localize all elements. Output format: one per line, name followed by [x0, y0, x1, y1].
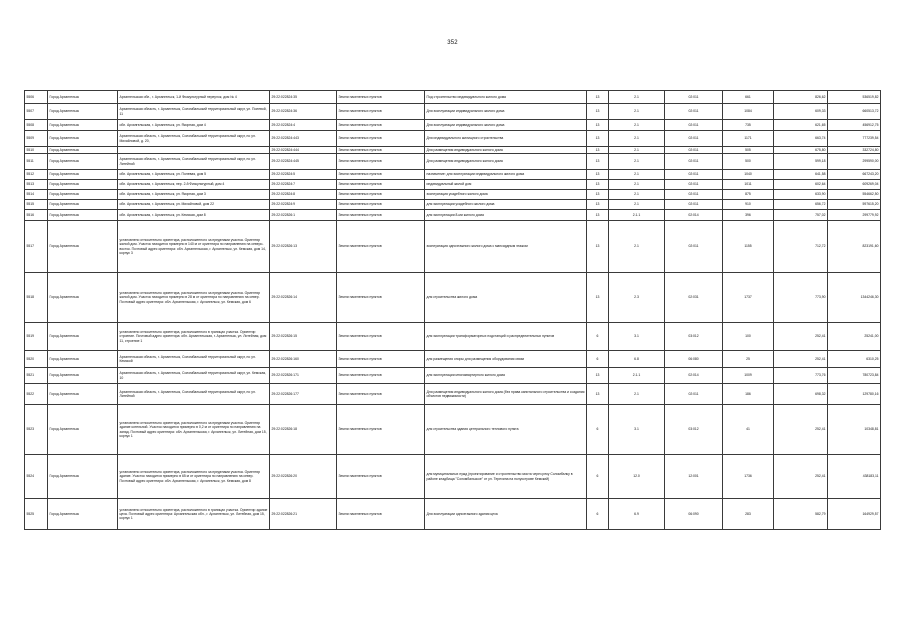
group-code-cell: 13	[587, 147, 609, 154]
land-category-cell: Земли населенных пунктов	[337, 180, 425, 190]
specific-value-cell: 773,90	[774, 273, 828, 323]
city-cell: Город Архангельск	[48, 180, 118, 190]
cadastral-number-cell: 29:22:022824:443	[270, 131, 337, 147]
group-code-cell: 6	[587, 351, 609, 368]
address-cell: установлено относительно ориентира, расположенного в границах участка. Ориентир здание цеха. Почтовый адрес ориентира: Архангельская обл., г. Архангельск, ул. Литейная, дом 15, корпус 1	[118, 499, 270, 530]
land-category-cell: Земли населенных пунктов	[337, 210, 425, 221]
subgroup-code-cell: 2.1.1	[609, 210, 665, 221]
cadastral-value-cell: 10348,81	[828, 405, 881, 455]
city-cell: Город Архангельск	[48, 273, 118, 323]
address-cell: установлено относительно ориентира, расположенного в границах участка. Ориентир строение. Почтовый адрес ориентира: обл. Архангельская, г. Архангельск, ул. Литейная, дом 11, строение 1	[118, 323, 270, 351]
land-category-cell: Земли населенных пунктов	[337, 323, 425, 351]
address-cell: установлено относительно ориентира, расположенного за пределами участка. Ориентир здание котельной. Участок находится примерно в 0,2 м от ориентира по направлению на запад. Почтовый адрес ориентира: обл. Архангельская, г. Архангельск, ул. Литейная, дом 15, корпус 1	[118, 405, 270, 455]
permitted-use-cell: для эксплуатации трансформаторных подстанций и распределительных пунктов	[425, 323, 587, 351]
subgroup-code-cell: 3.1	[609, 405, 665, 455]
row-number-cell: 5520	[25, 351, 48, 368]
specific-value-cell: 252,41	[774, 351, 828, 368]
table-row	[25, 405, 881, 455]
address-cell: Архангельская область, г. Архангельск, Соломбальский территориальный округ, по ул. Кемской	[118, 351, 270, 368]
subgroup-code-cell: 3.1	[609, 323, 665, 351]
subgroup-code-cell: 12.0	[609, 455, 665, 499]
cadastral-number-cell: 29:22:022824:8	[270, 190, 337, 200]
area-cell: 505	[723, 147, 774, 154]
permitted-use-cell: эксплуатация усадебного жилого дома	[425, 190, 587, 200]
area-cell: 41	[723, 405, 774, 455]
row-number-cell: 5523	[25, 405, 48, 455]
use-code-cell: 02:011	[665, 131, 723, 147]
city-cell: Город Архангельск	[48, 210, 118, 221]
group-code-cell: 13	[587, 221, 609, 273]
subgroup-code-cell: 2.1	[609, 91, 665, 104]
cadastral-number-cell: 29:22:022826:160	[270, 351, 337, 368]
cadastral-value-cell: 299590,00	[828, 154, 881, 170]
land-category-cell: Земли населенных пунктов	[337, 405, 425, 455]
table-row	[25, 154, 881, 170]
cadastral-value-cell: 777239,54	[828, 131, 881, 147]
cadastral-number-cell: 29:22:022824:445	[270, 154, 337, 170]
table-row	[25, 368, 881, 384]
specific-value-cell: 633,90	[774, 190, 828, 200]
page-number: 352	[447, 40, 458, 46]
city-cell: Город Архангельск	[48, 455, 118, 499]
row-number-cell: 5507	[25, 104, 48, 120]
address-cell: установлено относительно ориентира, расположенного за пределами участка. Ориентир здание. Участок находится примерно в 65 м от ориентира по направлению на север. Почтовый адрес ориентира: обл. Архангельская, г. Архангельск, ул. Кемская, дом 8	[118, 455, 270, 499]
land-category-cell: Земли населенных пунктов	[337, 351, 425, 368]
subgroup-code-cell: 2.1	[609, 190, 665, 200]
permitted-use-cell: для муниципальных нужд (проектирование и строительство моста через реку Соломбалку в районе кладбища "Соломбальское" от ул. Терехина на полуострове Кемский)	[425, 455, 587, 499]
permitted-use-cell: Для размещения индивидуального жилого дома (без права капитального строительства и создания объектов недвижимости)	[425, 384, 587, 405]
table-row	[25, 455, 881, 499]
city-cell: Город Архангельск	[48, 200, 118, 210]
area-cell: 396	[723, 210, 774, 221]
specific-value-cell: 252,41	[774, 455, 828, 499]
permitted-use-cell: Для размещения индивидуального жилого дома	[425, 147, 587, 154]
address-cell: обл. Архангельская, г. Архангельск, ул. Михайловой, дом 22	[118, 200, 270, 210]
row-number-cell: 5512	[25, 170, 48, 180]
area-cell: 1009	[723, 368, 774, 384]
land-category-cell: Земли населенных пунктов	[337, 221, 425, 273]
city-cell: Город Архангельск	[48, 384, 118, 405]
land-category-cell: Земли населенных пунктов	[337, 147, 425, 154]
row-number-cell: 5511	[25, 154, 48, 170]
group-code-cell: 13	[587, 273, 609, 323]
permitted-use-cell: эксплуатация одноэтажного жилого дома с мансардным этажом	[425, 221, 587, 273]
area-cell: 910	[723, 200, 774, 210]
row-number-cell: 5522	[25, 384, 48, 405]
land-category-cell: Земли населенных пунктов	[337, 120, 425, 131]
city-cell: Город Архангельск	[48, 323, 118, 351]
cadastral-number-cell: 29:22:022824:7	[270, 180, 337, 190]
row-number-cell: 5519	[25, 323, 48, 351]
area-cell: 875	[723, 190, 774, 200]
area-cell: 1084	[723, 104, 774, 120]
cadastral-value-cell: 597615,20	[828, 200, 881, 210]
table-row	[25, 104, 881, 120]
permitted-use-cell: Для эксплуатации одноэтажного здания цеха	[425, 499, 587, 530]
subgroup-code-cell: 6.9	[609, 499, 665, 530]
area-cell: 25	[723, 351, 774, 368]
subgroup-code-cell: 2.1	[609, 154, 665, 170]
group-code-cell: 13	[587, 170, 609, 180]
use-code-cell: 02:011	[665, 170, 723, 180]
row-number-cell: 5525	[25, 499, 48, 530]
row-number-cell: 5510	[25, 147, 48, 154]
cadastral-value-cell: 438183,11	[828, 455, 881, 499]
subgroup-code-cell: 2.1.1	[609, 368, 665, 384]
address-cell: обл. Архангельская, г. Архангельск, ул. Кемская, дом 8	[118, 210, 270, 221]
row-number-cell: 5516	[25, 210, 48, 221]
land-category-cell: Земли населенных пунктов	[337, 91, 425, 104]
group-code-cell: 6	[587, 405, 609, 455]
specific-value-cell: 621,65	[774, 120, 828, 131]
city-cell: Город Архангельск	[48, 351, 118, 368]
address-cell: Архангельская область, г. Архангельск, Соломбальский территориальный округ, ул. Полевой, 11	[118, 104, 270, 120]
cadastral-number-cell: 29:22:022826:1	[270, 210, 337, 221]
row-number-cell: 5509	[25, 131, 48, 147]
cadastral-number-cell: 29:22:022824:4	[270, 120, 337, 131]
table-row	[25, 120, 881, 131]
specific-value-cell: 712,72	[774, 221, 828, 273]
city-cell: Город Архангельск	[48, 368, 118, 384]
address-cell: установлено относительно ориентира, расположенного за пределами участка. Ориентир жилой дом. Участок находится примерно в 140 м от ориентира по направлению на северо-восток. Почтовый адрес ориентира: обл. Архангельская, г. Архангельск, ул. Кемская, дом 14, корпус 3	[118, 221, 270, 273]
city-cell: Город Архангельск	[48, 190, 118, 200]
group-code-cell: 13	[587, 91, 609, 104]
address-cell: обл. Архангельская, г. Архангельск, ул. Якорная, дом 3	[118, 190, 270, 200]
specific-value-cell: 656,72	[774, 200, 828, 210]
row-number-cell: 5524	[25, 455, 48, 499]
cadastral-value-cell: 609269,04	[828, 180, 881, 190]
table-row	[25, 210, 881, 221]
cadastral-number-cell: 29:22:022824:35	[270, 91, 337, 104]
cadastral-number-cell: 29:22:022826:21	[270, 499, 337, 530]
group-code-cell: 13	[587, 154, 609, 170]
table-row	[25, 351, 881, 368]
subgroup-code-cell: 2.1	[609, 104, 665, 120]
table-row	[25, 200, 881, 210]
cadastral-value-cell: 667243,20	[828, 170, 881, 180]
area-cell: 186	[723, 384, 774, 405]
land-category-cell: Земли населенных пунктов	[337, 273, 425, 323]
group-code-cell: 13	[587, 180, 609, 190]
address-cell: обл. Архангельская, г. Архангельск, ул. Полевая, дом 5	[118, 170, 270, 180]
row-number-cell: 5515	[25, 200, 48, 210]
cadastral-number-cell: 29:22:022826:14	[270, 273, 337, 323]
area-cell: 1155	[723, 221, 774, 273]
city-cell: Город Архангельск	[48, 154, 118, 170]
subgroup-code-cell: 2.1	[609, 147, 665, 154]
cadastral-value-cell: 554662,50	[828, 190, 881, 200]
row-number-cell: 5514	[25, 190, 48, 200]
subgroup-code-cell: 2.3	[609, 273, 665, 323]
specific-value-cell: 641,58	[774, 170, 828, 180]
address-cell: установлено относительно ориентира, расположенного за пределами участка. Ориентир жилой дом. Участок находится примерно в 28 м от ориентира по направлению на север. Почтовый адрес ориентира: обл. Архангельская, г. Архангельск, ул. Кемская, дом 6	[118, 273, 270, 323]
address-cell: обл. Архангельская, г. Архангельск, пер. 2-й Физкультурный, дом 4	[118, 180, 270, 190]
table-row	[25, 384, 881, 405]
use-code-cell: 02:011	[665, 154, 723, 170]
group-code-cell: 6	[587, 499, 609, 530]
area-cell: 1736	[723, 455, 774, 499]
city-cell: Город Архангельск	[48, 131, 118, 147]
land-category-cell: Земли населенных пунктов	[337, 384, 425, 405]
table-row	[25, 273, 881, 323]
city-cell: Город Архангельск	[48, 120, 118, 131]
group-code-cell: 13	[587, 368, 609, 384]
cadastral-value-cell: 660513,72	[828, 104, 881, 120]
use-code-cell: 02:011	[665, 180, 723, 190]
permitted-use-cell: индивидуальный жилой дом	[425, 180, 587, 190]
permitted-use-cell: для строительства жилого дома	[425, 273, 587, 323]
specific-value-cell: 698,32	[774, 384, 828, 405]
address-cell: обл. Архангельская, г. Архангельск, ул. Якорная, дом 4	[118, 120, 270, 131]
group-code-cell: 13	[587, 131, 609, 147]
cadastral-number-cell: 29:22:022826:171	[270, 368, 337, 384]
address-cell: Архангельская область, г. Архангельск, Соломбальский территориальный округ, по ул. Литейной	[118, 154, 270, 170]
use-code-cell: 02:014	[665, 368, 723, 384]
specific-value-cell: 599,18	[774, 154, 828, 170]
specific-value-cell: 602,64	[774, 180, 828, 190]
area-cell: 1171	[723, 131, 774, 147]
permitted-use-cell: для эксплуатации многоквартирного жилого дома	[425, 368, 587, 384]
cadastral-number-cell: 29:22:022824:5	[270, 170, 337, 180]
area-cell: 283	[723, 499, 774, 530]
table-row	[25, 190, 881, 200]
group-code-cell: 13	[587, 120, 609, 131]
land-category-cell: Земли населенных пунктов	[337, 104, 425, 120]
cadastral-number-cell: 29:22:022824:9	[270, 200, 337, 210]
permitted-use-cell: для размещения опоры для размещения оборудования связи	[425, 351, 587, 368]
subgroup-code-cell: 2.1	[609, 180, 665, 190]
city-cell: Город Архангельск	[48, 405, 118, 455]
use-code-cell: 06:090	[665, 499, 723, 530]
city-cell: Город Архангельск	[48, 499, 118, 530]
area-cell: 500	[723, 154, 774, 170]
use-code-cell: 02:011	[665, 200, 723, 210]
permitted-use-cell: назначение: для эксплуатации индивидуального жилого дома	[425, 170, 587, 180]
area-cell: 1040	[723, 170, 774, 180]
group-code-cell: 13	[587, 200, 609, 210]
area-cell: 1737	[723, 273, 774, 323]
cadastral-value-cell: 25241,00	[828, 323, 881, 351]
permitted-use-cell: Для индивидуального жилищного строительства	[425, 131, 587, 147]
cadastral-number-cell: 29:22:022826:177	[270, 384, 337, 405]
use-code-cell: 02:011	[665, 221, 723, 273]
cadastral-number-cell: 29:22:022824:36	[270, 104, 337, 120]
specific-value-cell: 252,41	[774, 323, 828, 351]
specific-value-cell: 582,79	[774, 499, 828, 530]
group-code-cell: 13	[587, 384, 609, 405]
address-cell: Архангельская обл., г. Архангельск, 1-й Физкультурный переулок, дом № 4	[118, 91, 270, 104]
use-code-cell: 02:011	[665, 384, 723, 405]
address-cell: Архангельская область, г. Архангельск, Соломбальский территориальный округ, ул. Кемская, 10	[118, 368, 270, 384]
land-register-table	[24, 90, 881, 530]
specific-value-cell: 609,33	[774, 104, 828, 120]
table-row	[25, 131, 881, 147]
permitted-use-cell: Для эксплуатации индивидуального жилого дома	[425, 104, 587, 120]
land-category-cell: Земли населенных пунктов	[337, 368, 425, 384]
permitted-use-cell: для эксплуатации усадебного жилого дома	[425, 200, 587, 210]
use-code-cell: 06:080	[665, 351, 723, 368]
address-cell: Архангельская область, г. Архангельск, Соломбальский территориальный округ, по ул. Михайловой, д. 20,	[118, 131, 270, 147]
address-cell	[118, 147, 270, 154]
area-cell: 1011	[723, 180, 774, 190]
cadastral-number-cell: 29:22:022826:20	[270, 455, 337, 499]
row-number-cell: 5506	[25, 91, 48, 104]
permitted-use-cell: для эксплуатации 8-ми жилого дома	[425, 210, 587, 221]
cadastral-value-cell: 164929,57	[828, 499, 881, 530]
land-category-cell: Земли населенных пунктов	[337, 154, 425, 170]
use-code-cell: 02:011	[665, 91, 723, 104]
subgroup-code-cell: 2.1	[609, 120, 665, 131]
row-number-cell: 5521	[25, 368, 48, 384]
cadastral-value-cell: 456912,75	[828, 120, 881, 131]
subgroup-code-cell: 2.1	[609, 200, 665, 210]
group-code-cell: 6	[587, 323, 609, 351]
city-cell: Город Архангельск	[48, 104, 118, 120]
table-row	[25, 180, 881, 190]
use-code-cell: 02:011	[665, 147, 723, 154]
subgroup-code-cell: 6.8	[609, 351, 665, 368]
cadastral-number-cell: 29:22:022826:13	[270, 221, 337, 273]
city-cell: Город Архангельск	[48, 91, 118, 104]
cadastral-number-cell: 29:22:022826:18	[270, 405, 337, 455]
row-number-cell: 5518	[25, 273, 48, 323]
specific-value-cell: 826,62	[774, 91, 828, 104]
cadastral-value-cell: 1344246,30	[828, 273, 881, 323]
specific-value-cell: 663,74	[774, 131, 828, 147]
cadastral-value-cell: 536519,82	[828, 91, 881, 104]
specific-value-cell: 757,02	[774, 210, 828, 221]
use-code-cell: 02:011	[665, 120, 723, 131]
specific-value-cell: 773,76	[774, 368, 828, 384]
address-cell: Архангельская область, г. Архангельск, Соломбальский территориальный округ, по ул. Литейной	[118, 384, 270, 405]
subgroup-code-cell: 2.1	[609, 131, 665, 147]
table-row	[25, 91, 881, 104]
row-number-cell: 5517	[25, 221, 48, 273]
permitted-use-cell: для строительства здания центрального теплового пункта	[425, 405, 587, 455]
land-category-cell: Земли населенных пунктов	[337, 190, 425, 200]
use-code-cell: 02:014	[665, 210, 723, 221]
cadastral-number-cell: 29:22:022826:15	[270, 323, 337, 351]
register-body	[25, 91, 881, 530]
cadastral-value-cell: 332724,80	[828, 147, 881, 154]
city-cell: Город Архангельск	[48, 147, 118, 154]
subgroup-code-cell: 2.1	[609, 221, 665, 273]
row-number-cell: 5513	[25, 180, 48, 190]
subgroup-code-cell: 2.1	[609, 384, 665, 405]
table-row	[25, 221, 881, 273]
group-code-cell: 13	[587, 190, 609, 200]
cadastral-value-cell: 299779,92	[828, 210, 881, 221]
group-code-cell: 13	[587, 210, 609, 221]
specific-value-cell: 252,41	[774, 405, 828, 455]
city-cell: Город Архангельск	[48, 170, 118, 180]
group-code-cell: 13	[587, 104, 609, 120]
subgroup-code-cell: 2.1	[609, 170, 665, 180]
cadastral-value-cell: 823191,60	[828, 221, 881, 273]
use-code-cell: 02:031	[665, 273, 723, 323]
use-code-cell: 02:011	[665, 190, 723, 200]
land-category-cell: Земли населенных пунктов	[337, 455, 425, 499]
use-code-cell: 02:011	[665, 104, 723, 120]
cadastral-number-cell: 29:22:022824:444	[270, 147, 337, 154]
area-cell: 100	[723, 323, 774, 351]
row-number-cell: 5508	[25, 120, 48, 131]
permitted-use-cell: Под строительство индивидуального жилого дома	[425, 91, 587, 104]
table-row	[25, 323, 881, 351]
table-row	[25, 170, 881, 180]
city-cell: Город Архангельск	[48, 221, 118, 273]
table-row	[25, 147, 881, 154]
area-cell: 661	[723, 91, 774, 104]
land-category-cell: Земли населенных пунктов	[337, 200, 425, 210]
area-cell: 735	[723, 120, 774, 131]
land-category-cell: Земли населенных пунктов	[337, 131, 425, 147]
cadastral-value-cell: 129780,16	[828, 384, 881, 405]
table-row	[25, 499, 881, 530]
permitted-use-cell: Для размещения индивидуального жилого дома	[425, 154, 587, 170]
permitted-use-cell: Для эксплуатации индивидуального жилого дома	[425, 120, 587, 131]
land-category-cell: Земли населенных пунктов	[337, 499, 425, 530]
land-category-cell: Земли населенных пунктов	[337, 170, 425, 180]
use-code-cell: 03:012	[665, 405, 723, 455]
use-code-cell: 03:012	[665, 323, 723, 351]
cadastral-value-cell: 780723,84	[828, 368, 881, 384]
specific-value-cell: 675,80	[774, 147, 828, 154]
cadastral-value-cell: 6310,25	[828, 351, 881, 368]
use-code-cell: 12:001	[665, 455, 723, 499]
group-code-cell: 6	[587, 455, 609, 499]
